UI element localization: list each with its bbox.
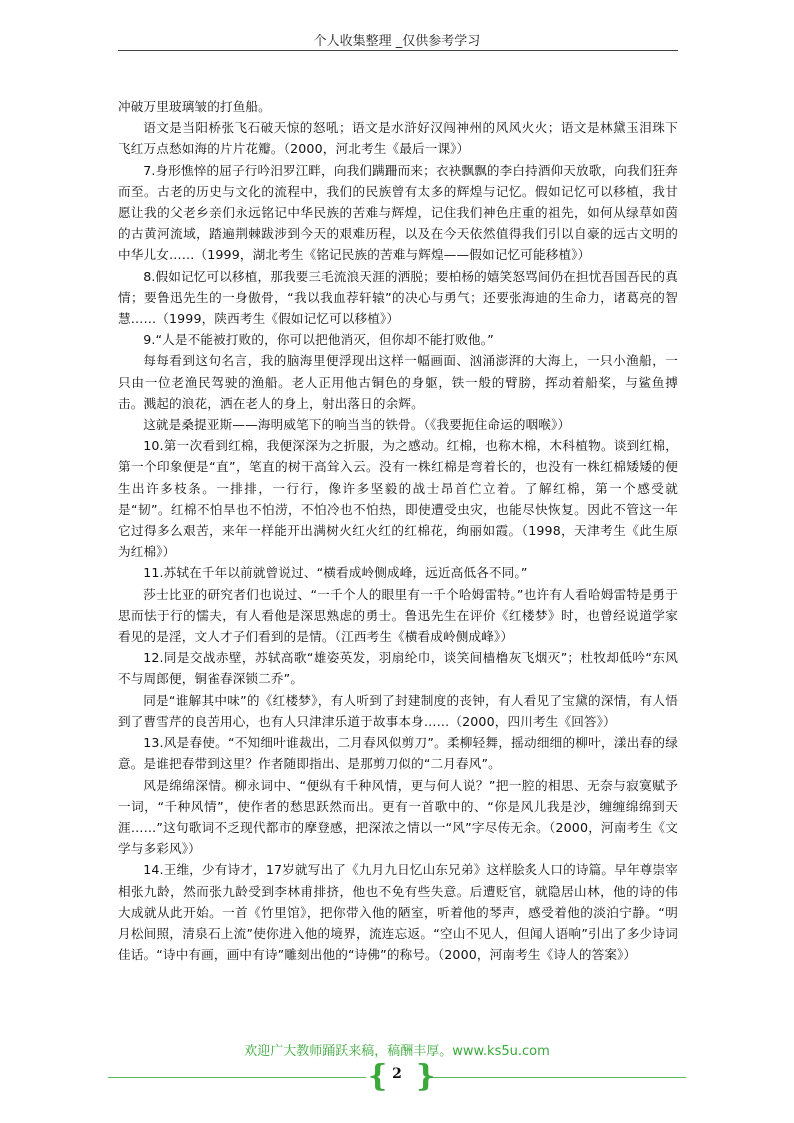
page-header: 个人收集整理 _仅供参考学习	[313, 34, 481, 49]
footer-notice: 欢迎广大教师踊跃来稿，稿酬丰厚。www.ks5u.com	[244, 1044, 550, 1059]
paragraph: 14.王维，少有诗才，17岁就写出了《九月九日忆山东兄弟》这样脍炙人口的诗篇。早年尊崇宰相张九龄，然而张九龄受到李林甫排挤，他也不免有些失意。后遭贬官，就隐居山林，他的诗的伟大成就从此开始。一首《竹里馆》，把你带入他的陋室，听着他的琴声，感受着他的淡泊宁静。“明月松间照，清泉石上流”使你进入他的境界，流连忘返。“空山不见人，但闻人语响”引出了多少诗词佳话。“诗中有画，画中有诗”雕刻出他的“诗佛”的称号。（2000，河南考生《诗人的答案》）	[118, 862, 678, 963]
paragraph: 9.“人是不能被打败的，你可以把他消灭，但你却不能打败他。”	[143, 332, 494, 348]
paragraph: 莎士比亚的研究者们也说过、“一千个人的眼里有一千个哈姆雷特。”也许有人看哈姆雷特是勇于思而怯于行的懦夫，有人看他是深思熟虑的勇士。鲁迅先生在评价《红楼梦》时，也曾经说道学家看见的是淫，文人才子们看到的是情。（江西考生《横看成岭侧成峰》）	[118, 586, 678, 645]
paragraph: 10.第一次看到红棉，我便深深为之折服，为之感动。红棉，也称木棉，木科植物。谈到红棉，第一个印象便是“直”，笔直的树干高耸入云。没有一株红棉是弯着长的，也没有一株红棉矮矮的便生出许多枝条。一排排，一行行，像许多坚毅的战士昂首伫立着。了解红棉，第一个感受就是“韧”。红棉不怕旱也不怕涝，不怕冷也不怕热，即使遭受虫灾，也能尽快恢复。因此不管这一年它过得多么艰苦，来年一样能开出满树火红火红的红棉花，绚丽如霞。（1998，天津考生《此生原为红棉》）	[118, 438, 678, 560]
paragraph: 每每看到这句名言，我的脑海里便浮现出这样一幅画面、汹涌澎湃的大海上，一只小渔船，一只由一位老渔民驾驶的渔船。老人正用他古铜色的身躯，铁一般的臂膀，挥动着船桨，与鲨鱼搏击。溅起的浪花，洒在老人的身上，射出落日的余辉。	[118, 353, 678, 411]
paragraph: 12.同是交战赤壁，苏轼高歌“雄姿英发，羽扇纶巾，谈笑间樯橹灰飞烟灭”；杜牧却低吟“东风不与周郎便，铜雀春深锁二乔”。	[118, 650, 678, 687]
paragraph: 同是“谁解其中味”的《红楼梦》，有人听到了封建制度的丧钟，有人看见了宝黛的深情，有人悟到了曹雪芹的良苦用心，也有人只津津乐道于故事本身……（2000，四川考生《回答》）	[118, 692, 678, 729]
paragraph: 语文是当阳桥张飞石破天惊的怒吼；语文是水浒好汉闯神州的风风火火；语文是林黛玉泪珠下飞红万点愁如海的片片花瓣。（2000，河北考生《最后一课》）	[118, 120, 678, 157]
right-brace-icon: }	[416, 1059, 436, 1094]
footer-divider-left	[108, 1077, 366, 1078]
document-body	[118, 96, 678, 965]
paragraph: 这就是桑提亚斯——海明威笔下的响当当的铁骨。（《我要扼住命运的咽喉》）	[143, 417, 571, 433]
paragraph: 8.假如记忆可以移植，那我要三毛流浪天涯的洒脱；要柏杨的嬉笑怒骂间仍在担忧吾国吾民的真情；要鲁迅先生的一身傲骨，“我以我血荐轩辕”的决心与勇气；还要张海迪的生命力，诸葛亮的智慧……（1999，陕西考生《假如记忆可以移植》）	[118, 268, 678, 327]
left-brace-icon: {	[368, 1059, 388, 1094]
header-divider	[118, 50, 678, 51]
footer-divider-right	[428, 1077, 686, 1078]
paragraph: 13.风是春使。“不知细叶谁裁出，二月春风似剪刀”。柔柳轻舞，摇动细细的柳叶，漾出春的绿意。是谁把春带到这里？作者随即指出、是那剪刀似的“二月春风”。	[118, 735, 678, 772]
paragraph: 7.身形憔悴的屈子行吟汨罗江畔，向我们蹒跚而来；衣袂飘飘的李白持酒仰天放歌，向我们狂奔而至。古老的历史与文化的流程中，我们的民族曾有太多的辉煌与记忆。假如记忆可以移植，我甘愿让我的父老乡亲们永远铭记中华民族的苦难与辉煌，记住我们神色庄重的祖先，如何从绿草如茵的古黄河流域，踏遍荆棘跋涉到今天的艰难历程，以及在今天依然值得我们引以自豪的远古文明的中华儿女……（1999，湖北考生《铭记民族的苦难与辉煌——假如记忆可能移植》）	[118, 162, 678, 263]
paragraph: 11.苏轼在千年以前就曾说过、“横看成岭侧成峰，远近高低各不同。”	[143, 565, 528, 581]
paragraph: 风是绵绵深情。柳永词中、“便纵有千种风情，更与何人说？”把一腔的相思、无奈与寂寞赋予一词，“千种风情”，使作者的愁思跃然而出。更有一首歌中的、“你是风儿我是沙，缠缠绵绵到天涯……”这句歌词不乏现代都市的摩登感，把深浓之情以一“风”字尽传无余。（2000，河南考生《文学与多彩风》）	[118, 777, 678, 857]
paragraph: 冲破万里玻璃皱的打鱼船。	[118, 99, 271, 114]
page-number: 2	[392, 1066, 402, 1082]
